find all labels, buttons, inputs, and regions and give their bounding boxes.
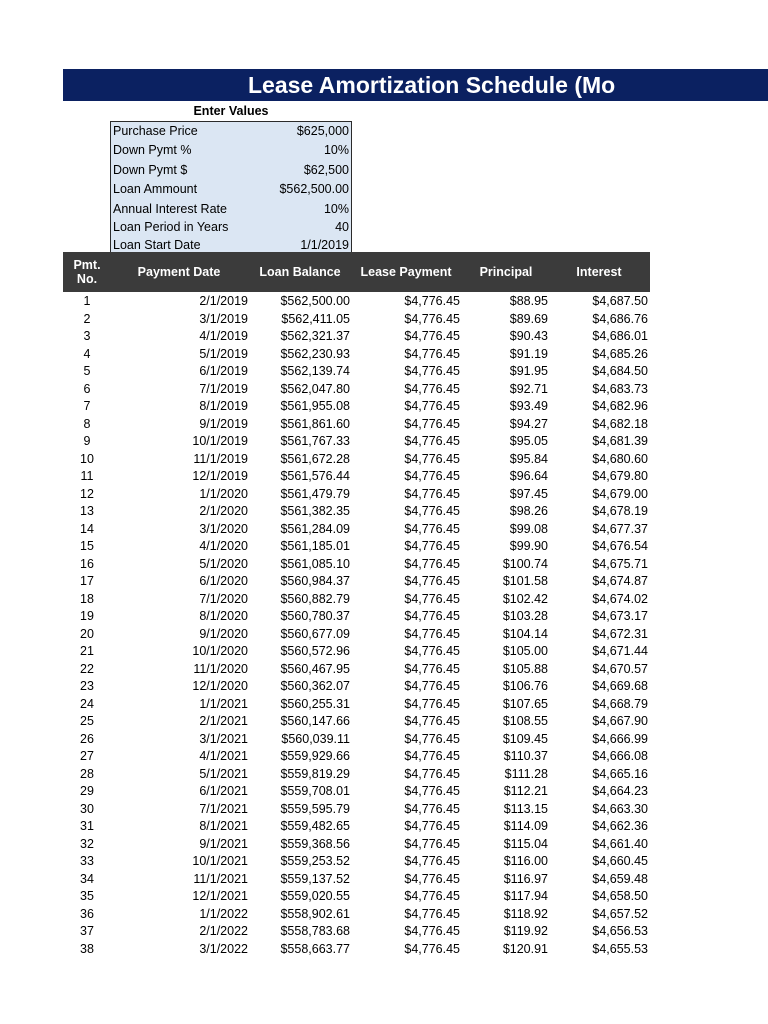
pmt-no-cell: 18 (80, 591, 94, 606)
table-row (63, 871, 650, 889)
table-row (63, 941, 650, 959)
principal-cell: $97.45 (509, 486, 548, 501)
pmt-no-cell: 28 (80, 766, 94, 781)
input-value[interactable]: 10% (323, 202, 349, 216)
interest-cell: $4,686.76 (592, 311, 648, 326)
table-row (63, 853, 650, 871)
lease-payment-cell: $4,776.45 (404, 819, 460, 833)
input-label: Annual Interest Rate (113, 202, 227, 216)
pmt-no-cell: 23 (80, 679, 94, 693)
principal-cell: $108.55 (502, 714, 548, 728)
payment-date-cell: 5/1/2021 (199, 766, 248, 781)
pmt-no-cell: 4 (83, 346, 91, 361)
input-value[interactable]: $625,000 (296, 124, 349, 138)
payment-date-cell: 2/1/2019 (199, 294, 248, 308)
loan-balance-cell: $560,255.31 (280, 696, 350, 711)
payment-date-cell: 2/1/2020 (199, 504, 248, 518)
table-row (63, 888, 650, 906)
table-row (63, 643, 650, 661)
input-label: Loan Period in Years (113, 220, 229, 234)
input-value[interactable]: 10% (323, 143, 349, 157)
header-pmt-no-line2: No. (76, 272, 98, 286)
loan-balance-cell: $562,411.05 (281, 311, 350, 326)
pmt-no-cell: 6 (83, 381, 91, 396)
principal-cell: $116.00 (503, 854, 548, 868)
loan-balance-cell: $560,039.11 (281, 731, 350, 746)
payment-date-cell: 5/1/2020 (199, 556, 248, 571)
enter-values-label: Enter Values (193, 104, 269, 118)
table-row (63, 801, 650, 819)
interest-cell: $4,681.39 (592, 434, 648, 448)
principal-cell: $93.49 (509, 399, 548, 413)
table-row (63, 398, 650, 416)
lease-payment-cell: $4,776.45 (404, 504, 460, 518)
header-principal: Principal (479, 265, 533, 279)
interest-cell: $4,687.50 (592, 294, 648, 308)
loan-balance-cell: $560,147.66 (280, 714, 350, 728)
principal-cell: $118.92 (503, 906, 548, 921)
principal-cell: $114.09 (503, 819, 548, 833)
principal-cell: $94.27 (509, 416, 548, 431)
pmt-no-cell: 37 (80, 924, 94, 938)
header-payment-date: Payment Date (137, 265, 221, 279)
principal-cell: $105.88 (502, 661, 548, 676)
table-row (63, 591, 650, 609)
table-row (63, 486, 650, 504)
payment-date-cell: 12/1/2021 (192, 889, 248, 903)
table-row (63, 766, 650, 784)
input-value[interactable]: 1/1/2019 (300, 238, 349, 252)
payment-date-cell: 10/1/2021 (192, 854, 248, 868)
principal-cell: $99.90 (509, 539, 548, 553)
loan-balance-cell: $559,929.66 (280, 749, 350, 763)
lease-payment-cell: $4,776.45 (404, 294, 460, 308)
lease-payment-cell: $4,776.45 (404, 381, 460, 396)
lease-payment-cell: $4,776.45 (404, 311, 460, 326)
table-row (63, 346, 650, 364)
payment-date-cell: 7/1/2019 (199, 381, 248, 396)
principal-cell: $91.95 (509, 364, 548, 378)
interest-cell: $4,686.01 (592, 329, 648, 343)
input-row (111, 122, 351, 141)
interest-cell: $4,679.80 (592, 469, 648, 483)
table-row (63, 818, 650, 836)
interest-cell: $4,674.87 (592, 574, 648, 588)
table-row (63, 468, 650, 486)
pmt-no-cell: 25 (80, 714, 94, 728)
pmt-no-cell: 22 (80, 661, 94, 676)
principal-cell: $100.74 (502, 556, 548, 571)
table-row (63, 696, 650, 714)
pmt-no-cell: 3 (83, 329, 91, 343)
payment-date-cell: 4/1/2021 (199, 749, 248, 763)
table-row (63, 311, 650, 329)
principal-cell: $101.58 (502, 574, 548, 588)
loan-balance-cell: $560,882.79 (280, 591, 350, 606)
interest-cell: $4,671.44 (592, 644, 648, 658)
loan-balance-cell: $562,321.37 (280, 329, 350, 343)
interest-cell: $4,656.53 (592, 924, 648, 938)
table-row (63, 451, 650, 469)
lease-payment-cell: $4,776.45 (404, 661, 460, 676)
lease-payment-cell: $4,776.45 (404, 871, 460, 886)
payment-date-cell: 3/1/2021 (199, 731, 248, 746)
amortization-table-body (63, 293, 650, 958)
loan-balance-cell: $559,819.29 (280, 766, 350, 781)
interest-cell: $4,666.99 (592, 731, 648, 746)
pmt-no-cell: 38 (80, 941, 94, 956)
principal-cell: $92.71 (509, 381, 548, 396)
input-row (111, 199, 351, 219)
principal-cell: $112.21 (503, 784, 548, 798)
payment-date-cell: 6/1/2020 (199, 574, 248, 588)
interest-cell: $4,683.73 (592, 381, 648, 396)
interest-cell: $4,663.30 (592, 801, 648, 816)
header-loan-balance: Loan Balance (259, 265, 341, 279)
principal-cell: $115.04 (503, 836, 548, 851)
payment-date-cell: 8/1/2021 (199, 819, 248, 833)
payment-date-cell: 10/1/2020 (192, 644, 248, 658)
principal-cell: $113.15 (503, 801, 548, 816)
table-row (63, 608, 650, 626)
table-row (63, 713, 650, 731)
pmt-no-cell: 24 (80, 696, 94, 711)
principal-cell: $96.64 (509, 469, 548, 483)
lease-payment-cell: $4,776.45 (404, 644, 460, 658)
lease-payment-cell: $4,776.45 (404, 434, 460, 448)
payment-date-cell: 7/1/2021 (199, 801, 248, 816)
lease-payment-cell: $4,776.45 (404, 556, 460, 571)
payment-date-cell: 1/1/2022 (199, 906, 248, 921)
principal-cell: $110.37 (503, 749, 548, 763)
payment-date-cell: 3/1/2020 (199, 521, 248, 536)
loan-balance-cell: $561,185.01 (280, 539, 350, 553)
loan-balance-cell: $562,047.80 (280, 381, 350, 396)
interest-cell: $4,675.71 (592, 556, 648, 571)
input-row (111, 160, 351, 180)
payment-date-cell: 3/1/2019 (199, 311, 248, 326)
pmt-no-cell: 11 (80, 469, 94, 483)
principal-cell: $119.92 (503, 924, 548, 938)
pmt-no-cell: 13 (80, 504, 94, 518)
pmt-no-cell: 8 (83, 416, 91, 431)
pmt-no-cell: 36 (80, 906, 94, 921)
lease-payment-cell: $4,776.45 (404, 591, 460, 606)
header-interest: Interest (576, 265, 622, 279)
payment-date-cell: 3/1/2022 (199, 941, 248, 956)
lease-payment-cell: $4,776.45 (404, 801, 460, 816)
loan-balance-cell: $558,902.61 (280, 906, 350, 921)
input-value[interactable]: $62,500 (303, 163, 349, 177)
input-label: Purchase Price (113, 124, 198, 138)
loan-balance-cell: $560,572.96 (280, 644, 350, 658)
table-row (63, 363, 650, 381)
loan-balance-cell: $561,955.08 (280, 399, 350, 413)
interest-cell: $4,679.00 (592, 486, 648, 501)
payment-date-cell: 5/1/2019 (199, 346, 248, 361)
interest-cell: $4,658.50 (592, 889, 648, 903)
table-row (63, 293, 650, 311)
loan-balance-cell: $560,677.09 (280, 626, 350, 641)
principal-cell: $95.05 (509, 434, 548, 448)
table-row (63, 731, 650, 749)
payment-date-cell: 2/1/2021 (199, 714, 248, 728)
header-pmt-no (63, 252, 111, 292)
principal-cell: $102.42 (502, 591, 548, 606)
payment-date-cell: 6/1/2019 (199, 364, 248, 378)
payment-date-cell: 9/1/2020 (199, 626, 248, 641)
lease-payment-cell: $4,776.45 (404, 924, 460, 938)
loan-balance-cell: $561,672.28 (280, 451, 350, 466)
principal-cell: $111.28 (504, 766, 548, 781)
loan-balance-cell: $560,362.07 (280, 679, 350, 693)
loan-balance-cell: $560,467.95 (280, 661, 350, 676)
principal-cell: $91.19 (509, 346, 548, 361)
input-row (111, 180, 351, 199)
lease-payment-cell: $4,776.45 (404, 731, 460, 746)
input-label: Down Pymt % (113, 143, 192, 157)
pmt-no-cell: 7 (83, 399, 91, 413)
pmt-no-cell: 35 (80, 889, 94, 903)
interest-cell: $4,657.52 (592, 906, 648, 921)
pmt-no-cell: 32 (80, 836, 94, 851)
loan-balance-cell: $562,139.74 (280, 364, 350, 378)
lease-payment-cell: $4,776.45 (404, 539, 460, 553)
table-row (63, 416, 650, 434)
interest-cell: $4,662.36 (592, 819, 648, 833)
lease-payment-cell: $4,776.45 (404, 854, 460, 868)
lease-payment-cell: $4,776.45 (404, 329, 460, 343)
loan-balance-cell: $561,576.44 (280, 469, 350, 483)
interest-cell: $4,655.53 (592, 941, 648, 956)
lease-payment-cell: $4,776.45 (404, 609, 460, 623)
pmt-no-cell: 10 (80, 451, 94, 466)
interest-cell: $4,664.23 (592, 784, 648, 798)
table-row (63, 573, 650, 591)
payment-date-cell: 12/1/2019 (192, 469, 248, 483)
lease-payment-cell: $4,776.45 (404, 521, 460, 536)
interest-cell: $4,684.50 (592, 364, 648, 378)
payment-date-cell: 7/1/2020 (199, 591, 248, 606)
payment-date-cell: 8/1/2020 (199, 609, 248, 623)
pmt-no-cell: 15 (80, 539, 94, 553)
pmt-no-cell: 17 (80, 574, 94, 588)
page-title: Lease Amortization Schedule (Mo (248, 72, 616, 98)
payment-date-cell: 2/1/2022 (199, 924, 248, 938)
table-row (63, 328, 650, 346)
table-row (63, 521, 650, 539)
interest-cell: $4,666.08 (592, 749, 648, 763)
table-row (63, 381, 650, 399)
interest-cell: $4,682.96 (592, 399, 648, 413)
table-row (63, 661, 650, 679)
principal-cell: $103.28 (502, 609, 548, 623)
pmt-no-cell: 19 (80, 609, 94, 623)
principal-cell: $90.43 (509, 329, 548, 343)
lease-payment-cell: $4,776.45 (404, 941, 460, 956)
pmt-no-cell: 34 (80, 871, 94, 886)
loan-balance-cell: $561,767.33 (280, 434, 350, 448)
table-row (63, 626, 650, 644)
loan-balance-cell: $559,708.01 (280, 784, 350, 798)
loan-balance-cell: $560,984.37 (280, 574, 350, 588)
principal-cell: $95.84 (509, 451, 548, 466)
lease-payment-cell: $4,776.45 (404, 714, 460, 728)
principal-cell: $116.97 (503, 871, 548, 886)
payment-date-cell: 10/1/2019 (192, 434, 248, 448)
pmt-no-cell: 30 (80, 801, 94, 816)
lease-payment-cell: $4,776.45 (404, 679, 460, 693)
table-row (63, 556, 650, 574)
interest-cell: $4,678.19 (592, 504, 648, 518)
interest-cell: $4,669.68 (592, 679, 648, 693)
table-row (63, 538, 650, 556)
pmt-no-cell: 29 (80, 784, 94, 798)
loan-balance-cell: $561,861.60 (280, 416, 350, 431)
pmt-no-cell: 12 (80, 486, 94, 501)
lease-payment-cell: $4,776.45 (404, 364, 460, 378)
interest-cell: $4,660.45 (592, 854, 648, 868)
loan-balance-cell: $561,085.10 (280, 556, 350, 571)
interest-cell: $4,665.16 (592, 766, 648, 781)
loan-balance-cell: $562,230.93 (280, 346, 350, 361)
table-row (63, 836, 650, 854)
principal-cell: $98.26 (509, 504, 548, 518)
loan-balance-cell: $561,382.35 (280, 504, 350, 518)
pmt-no-cell: 27 (80, 749, 94, 763)
pmt-no-cell: 31 (80, 819, 94, 833)
payment-date-cell: 9/1/2019 (199, 416, 248, 431)
input-values-panel (110, 121, 352, 256)
loan-balance-cell: $558,663.77 (280, 941, 350, 956)
principal-cell: $120.91 (502, 941, 548, 956)
lease-payment-cell: $4,776.45 (404, 766, 460, 781)
pmt-no-cell: 16 (80, 556, 94, 571)
lease-payment-cell: $4,776.45 (404, 906, 460, 921)
principal-cell: $117.94 (503, 889, 548, 903)
pmt-no-cell: 2 (83, 311, 91, 326)
interest-cell: $4,676.54 (592, 539, 648, 553)
loan-balance-cell: $558,783.68 (280, 924, 350, 938)
table-header (63, 252, 650, 292)
payment-date-cell: 1/1/2021 (199, 696, 248, 711)
principal-cell: $104.14 (502, 626, 548, 641)
loan-balance-cell: $559,368.56 (280, 836, 350, 851)
payment-date-cell: 6/1/2021 (199, 784, 248, 798)
lease-payment-cell: $4,776.45 (404, 784, 460, 798)
payment-date-cell: 9/1/2021 (199, 836, 248, 851)
loan-balance-cell: $559,137.52 (280, 871, 350, 886)
payment-date-cell: 4/1/2019 (199, 329, 248, 343)
pmt-no-cell: 1 (83, 294, 91, 308)
loan-balance-cell: $561,479.79 (280, 486, 350, 501)
lease-payment-cell: $4,776.45 (404, 836, 460, 851)
loan-balance-cell: $560,780.37 (280, 609, 350, 623)
principal-cell: $107.65 (502, 696, 548, 711)
payment-date-cell: 8/1/2019 (199, 399, 248, 413)
table-row (63, 748, 650, 766)
loan-balance-cell: $561,284.09 (280, 521, 350, 536)
input-row (111, 219, 351, 236)
lease-payment-cell: $4,776.45 (404, 889, 460, 903)
loan-balance-cell: $562,500.00 (280, 294, 350, 308)
pmt-no-cell: 33 (80, 854, 94, 868)
interest-cell: $4,661.40 (592, 836, 648, 851)
interest-cell: $4,682.18 (592, 416, 648, 431)
principal-cell: $106.76 (502, 679, 548, 693)
loan-balance-cell: $559,020.55 (280, 889, 350, 903)
lease-payment-cell: $4,776.45 (404, 696, 460, 711)
pmt-no-cell: 9 (83, 434, 91, 448)
payment-date-cell: 11/1/2020 (193, 661, 248, 676)
pmt-no-cell: 14 (80, 521, 94, 536)
interest-cell: $4,674.02 (592, 591, 648, 606)
lease-payment-cell: $4,776.45 (404, 574, 460, 588)
lease-payment-cell: $4,776.45 (404, 416, 460, 431)
input-label: Loan Ammount (113, 182, 198, 196)
table-row (63, 678, 650, 696)
lease-payment-cell: $4,776.45 (404, 346, 460, 361)
table-row (63, 906, 650, 924)
pmt-no-cell: 20 (80, 626, 94, 641)
interest-cell: $4,677.37 (592, 521, 648, 536)
pmt-no-cell: 21 (80, 644, 94, 658)
lease-payment-cell: $4,776.45 (404, 749, 460, 763)
payment-date-cell: 11/1/2019 (193, 451, 248, 466)
principal-cell: $88.95 (509, 294, 548, 308)
interest-cell: $4,685.26 (592, 346, 648, 361)
input-label: Down Pymt $ (113, 163, 188, 177)
principal-cell: $89.69 (509, 311, 548, 326)
input-label: Loan Start Date (113, 238, 201, 252)
table-row (63, 433, 650, 451)
pmt-no-cell: 5 (83, 364, 91, 378)
principal-cell: $105.00 (502, 644, 548, 658)
interest-cell: $4,668.79 (592, 696, 648, 711)
lease-payment-cell: $4,776.45 (404, 451, 460, 466)
lease-payment-cell: $4,776.45 (404, 399, 460, 413)
payment-date-cell: 4/1/2020 (199, 539, 248, 553)
pmt-no-cell: 26 (80, 731, 94, 746)
input-value[interactable]: $562,500.00 (279, 182, 349, 196)
principal-cell: $99.08 (509, 521, 548, 536)
table-row (63, 503, 650, 521)
loan-balance-cell: $559,595.79 (280, 801, 350, 816)
interest-cell: $4,680.60 (592, 451, 648, 466)
interest-cell: $4,672.31 (592, 626, 648, 641)
interest-cell: $4,670.57 (592, 661, 648, 676)
payment-date-cell: 12/1/2020 (192, 679, 248, 693)
lease-payment-cell: $4,776.45 (404, 486, 460, 501)
lease-payment-cell: $4,776.45 (404, 469, 460, 483)
loan-balance-cell: $559,482.65 (280, 819, 350, 833)
principal-cell: $109.45 (502, 731, 548, 746)
header-lease-payment: Lease Payment (360, 265, 452, 279)
interest-cell: $4,673.17 (592, 609, 648, 623)
interest-cell: $4,667.90 (592, 714, 648, 728)
payment-date-cell: 1/1/2020 (199, 486, 248, 501)
table-row (63, 923, 650, 941)
input-value[interactable]: 40 (335, 220, 349, 234)
loan-balance-cell: $559,253.52 (280, 854, 350, 868)
lease-payment-cell: $4,776.45 (404, 626, 460, 641)
interest-cell: $4,659.48 (592, 871, 648, 886)
header-pmt-no-line1: Pmt. (73, 258, 101, 272)
table-row (63, 783, 650, 801)
input-row (111, 141, 351, 160)
payment-date-cell: 11/1/2021 (193, 871, 248, 886)
